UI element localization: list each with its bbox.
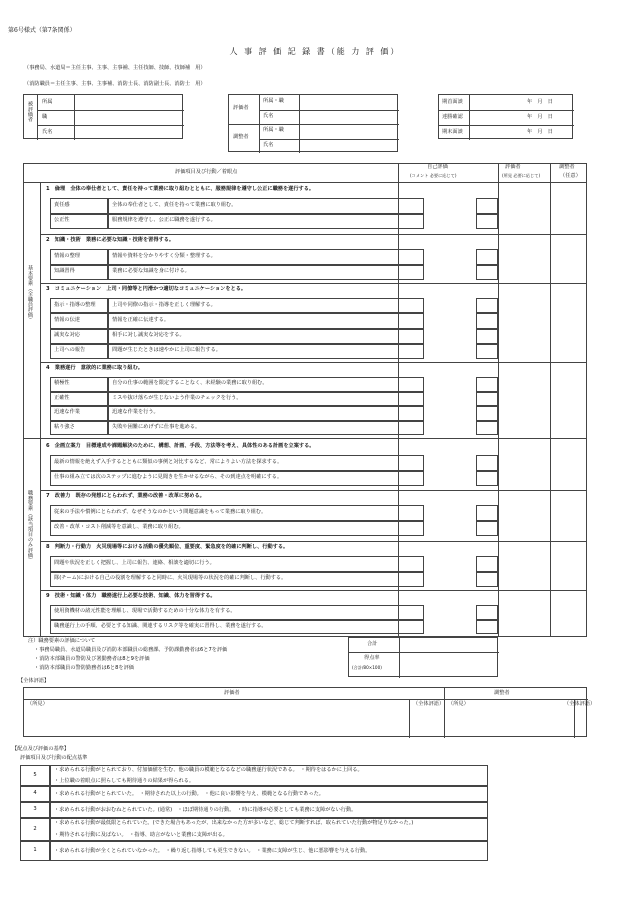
- score-cell[interactable]: [476, 377, 498, 392]
- sub-item-label: 公正性: [50, 214, 108, 230]
- adjuster-dept-label: 所属・職: [263, 127, 284, 133]
- item-title: 4 業務遂行 意欲的に業務に取り組む。: [46, 365, 143, 371]
- score-cell[interactable]: [476, 605, 498, 620]
- score-cell[interactable]: [476, 249, 498, 265]
- evaluator-name-label: 氏名: [263, 113, 274, 119]
- adjuster-label: 調整者: [233, 134, 249, 140]
- overall-box: [23, 687, 596, 737]
- criteria-line: ・求められる行動がおおむねとられていた。(通常) ・ほぼ期待通りの行動。 ・時に指導が必要としても業務に支障がない行動。: [54, 807, 357, 813]
- score-cell[interactable]: [476, 344, 498, 359]
- criteria-line: ・求められる行動がとられていた。 ・期待された以上の行動。 ・他に良い影響を与え、模範となる行動であった。: [54, 791, 324, 797]
- section-basic-label: 基本要素（全職員評価）: [26, 265, 33, 323]
- sub-item-desc: 隊(チーム)における自己の役割を理解すると同時に、火災現場等の状況を的確に判断し、行動する。: [50, 572, 424, 588]
- sub-item-desc: 情報を正確に伝達する。: [108, 313, 424, 328]
- criteria-grade: 4: [20, 786, 50, 802]
- note-1: ・事務局職員、水道局職員及び消防本部職員の総務課、予防課勤務者は6と7を評価: [34, 647, 228, 653]
- criteria-line: ・上位職の着眼点に照らしても期待通りの結果が得られる。: [54, 777, 195, 784]
- header-evaluator-sub: (所見 必要に応じて): [502, 173, 541, 178]
- evaluatee-dept-label: 所属: [42, 99, 53, 105]
- criteria-line: ・求められる行動が最低限とられていた。(できた場合もあったが、出来なかった方が多いなど、総じて判断すれば、取られていた行動が物足りなかった。): [54, 820, 414, 826]
- criteria-grade: 5: [20, 765, 50, 786]
- evaluatee-name-label: 氏名: [42, 129, 53, 135]
- evaluatee-label: 被評価者: [26, 101, 33, 122]
- criteria-line: ・期待される行動に及ばない。 ・指導、助言がないと業務に支障が出る。: [54, 831, 228, 838]
- sub-item-desc: 最新の情報を絶えず入手するとともに類似の事例と対比するなど、常によりよい方法を探求する。: [50, 455, 424, 471]
- note-0: 注）職務要素の評価について: [28, 638, 96, 644]
- score-cell[interactable]: [476, 556, 498, 572]
- sub-item-label: 情報の伝達: [50, 313, 108, 328]
- sub-item-desc: 情報や資料を分かりやすく分類・整理する。: [108, 249, 424, 265]
- sub-item-label: 迅速な作業: [50, 406, 108, 421]
- evaluator-box: [228, 94, 398, 152]
- sub-item-label: 誠実な対応: [50, 329, 108, 344]
- sub-item-label: 正確性: [50, 392, 108, 407]
- date-label-1: 期首面談: [442, 99, 463, 105]
- sub-item-desc: 従来の手法や慣例にとらわれず、なぜそうなのかという問題意識をもって業務に取り組む。: [50, 505, 424, 521]
- item-title: 6 企画立案力 目標達成や課題解決のために、構想、計画、手段、方法等を考え、具体性のある計画を立案する。: [46, 443, 315, 449]
- score-cell[interactable]: [476, 572, 498, 588]
- date-label-2: 達勝確認: [442, 114, 463, 120]
- total-label: 合計: [367, 641, 378, 647]
- criteria-line: ・求められる行動がとられており、付加価値を生む、他の職員の模範となるなどの職務遂行状況である。 ・期待をはるかに上回る。: [54, 767, 363, 773]
- score-cell[interactable]: [476, 455, 498, 471]
- criteria-description: [50, 786, 488, 802]
- score-cell[interactable]: [476, 313, 498, 328]
- sub-item-desc: 問題や状況を正しく把握し、上司に報告、連絡、相談を適切に行う。: [50, 556, 424, 572]
- sub-item-desc: 服務規律を遵守し、公正に職務を遂行する。: [108, 214, 424, 230]
- overall-evaluator-label: 評価者: [224, 690, 240, 696]
- overall-remark-2: （所見）: [448, 701, 469, 707]
- sub-item-label: 情報の整理: [50, 249, 108, 265]
- score-cell[interactable]: [476, 265, 498, 281]
- header-evaluator: 評価者: [505, 164, 521, 170]
- criteria-grade: 2: [20, 818, 50, 841]
- header-adjuster-sub: （任意）: [560, 173, 581, 179]
- overall-label: 【全体評語】: [18, 678, 50, 684]
- evaluator-dept-label: 所属・職: [263, 98, 284, 104]
- item-title: 3 コミュニケーション 上司・同僚等と円滑かつ適切なコミュニケーションをとる。: [46, 286, 247, 292]
- criteria-description: [50, 841, 488, 861]
- score-cell[interactable]: [476, 214, 498, 230]
- dates-box: [438, 94, 573, 139]
- score-cell[interactable]: [476, 620, 498, 635]
- form-number: 第6号様式（第7条関係）: [8, 27, 76, 34]
- sub-item-desc: 職務遂行上の手順、必要とする知識、関連するリスク等を確実に習得し、業務を遂行する。: [50, 620, 424, 635]
- overall-adjuster-label: 調整者: [494, 690, 510, 696]
- sub-item-desc: 問題が生じたときは速やかに上司に報告する。: [108, 344, 424, 359]
- sub-item-desc: 相手に対し誠実な対応をする。: [108, 329, 424, 344]
- criteria-sub: 評価項目及び行動の配点基準: [20, 755, 88, 761]
- scope-line-2: （消防職員＝主任主事、主事、主事補、消防士長、消防副士長、消防士 用）: [24, 81, 206, 87]
- overall-grade-1: （全体評語）: [413, 701, 445, 707]
- sub-item-desc: 業務に必要な知識を身に付ける。: [108, 265, 424, 281]
- sub-item-desc: 仕事の組み立ては次のステップに進むように見聞きを生かせるながら、その到達点を明確にする。: [50, 471, 424, 487]
- note-3: ・消防本部職員の警防勤務者は6と8を評価: [34, 665, 134, 671]
- sub-item-label: 上司への報告: [50, 344, 108, 359]
- sub-item-desc: 改善・改革・コスト削減等を意識し、業務に取り組む。: [50, 521, 424, 537]
- evaluator-label: 評価者: [233, 105, 249, 111]
- sub-item-label: 粘り強さ: [50, 421, 108, 436]
- date-label-3: 期末面談: [442, 129, 463, 135]
- overall-grade-2: （全体評語）: [564, 701, 596, 707]
- header-item: 評価項目及び行動／着眼点: [175, 169, 238, 175]
- score-cell[interactable]: [476, 406, 498, 421]
- evaluatee-box: [23, 94, 183, 139]
- item-title: 2 知識・技術 業務に必要な知識・技術を習得する。: [46, 237, 175, 243]
- sub-item-desc: 失敗や困難にめげずに仕事を進める。: [108, 421, 424, 436]
- score-cell[interactable]: [476, 505, 498, 521]
- sub-item-label: 責任感: [50, 198, 108, 214]
- sub-item-label: 積極性: [50, 377, 108, 392]
- score-cell[interactable]: [476, 421, 498, 436]
- header-adjuster: 調整者: [559, 164, 575, 170]
- score-label: 得点率: [364, 655, 380, 661]
- date-value-1: 年 月 日: [527, 99, 553, 105]
- item-title: 8 判断力・行動力 火災現場等における活動の優先順位、重要度、緊急度を的確に判断し、行動する。: [46, 544, 289, 550]
- sub-item-label: 指示・指導の整理: [50, 298, 108, 313]
- sub-item-desc: 全体の奉仕者として、責任を持って業務に取り組む。: [108, 198, 424, 214]
- sub-item-label: 知識習得: [50, 265, 108, 281]
- item-title: 7 改善力 既存の発想にとらわれず、業務の改善・改革に努める。: [46, 493, 205, 499]
- evaluatee-post-label: 職: [42, 114, 48, 120]
- criteria-label: 【配点及び評価の基準】: [12, 746, 70, 752]
- criteria-description: [50, 818, 488, 841]
- date-value-2: 年 月 日: [527, 114, 553, 120]
- date-value-3: 年 月 日: [527, 129, 553, 135]
- note-2: ・消防本部職員の警防及び署勤務者は8と9を評価: [34, 656, 150, 662]
- overall-remark-1: （所見）: [27, 701, 48, 707]
- score-cell[interactable]: [476, 198, 498, 214]
- score-sub-label: (合計/80×100): [352, 665, 382, 670]
- score-cell[interactable]: [476, 521, 498, 537]
- sub-item-desc: 上司や同僚の指示・指導を正しく理解する。: [108, 298, 424, 313]
- sub-item-desc: 迅速な作業を行う。: [108, 406, 424, 421]
- item-title: 9 技術・知識・体力 職務遂行上必要な技術、知識、体力を習得する。: [46, 593, 216, 599]
- adjuster-name-label: 氏名: [263, 142, 274, 148]
- sub-item-desc: ミスや抜け落ちが生じないよう作業のチェックを行う。: [108, 392, 424, 407]
- sub-item-desc: 自分の仕事の範囲を限定することなく、未経験の業務に取り組む。: [108, 377, 424, 392]
- item-title: 1 倫理 全体の奉仕者として、責任を持って業務に取り組むとともに、服務規律を遵守し公正に職務を遂行する。: [46, 186, 315, 192]
- scope-line-1: （事務局、水道局＝主任主事、主事、主事補、主任技師、技師、技師補 用）: [24, 65, 206, 71]
- criteria-description: [50, 765, 488, 786]
- score-cell[interactable]: [476, 298, 498, 313]
- criteria-grade: 1: [20, 841, 50, 861]
- criteria-grade: 3: [20, 802, 50, 818]
- score-cell[interactable]: [476, 329, 498, 344]
- score-cell[interactable]: [476, 471, 498, 487]
- header-self-sub: (コメント 必要に応じて): [410, 173, 457, 178]
- header-self: 自己評価: [427, 164, 448, 170]
- totals-box: [348, 637, 498, 677]
- score-cell[interactable]: [476, 392, 498, 407]
- sub-item-desc: 使用資機材の諸元性能を理解し、現場で活動するための十分な体力を有する。: [50, 605, 424, 620]
- section-job-label: 職務要素（該当項目のみ評価）: [26, 490, 33, 563]
- page-title: 人 事 評 価 記 録 書（能 力 評 価）: [229, 47, 401, 56]
- criteria-line: ・求められる行動が全くとられていなかった。 ・繰り返し指導しても更生できない。 ・業務に支障が生じ、他に悪影響を与える行動。: [54, 848, 371, 854]
- criteria-description: [50, 802, 488, 818]
